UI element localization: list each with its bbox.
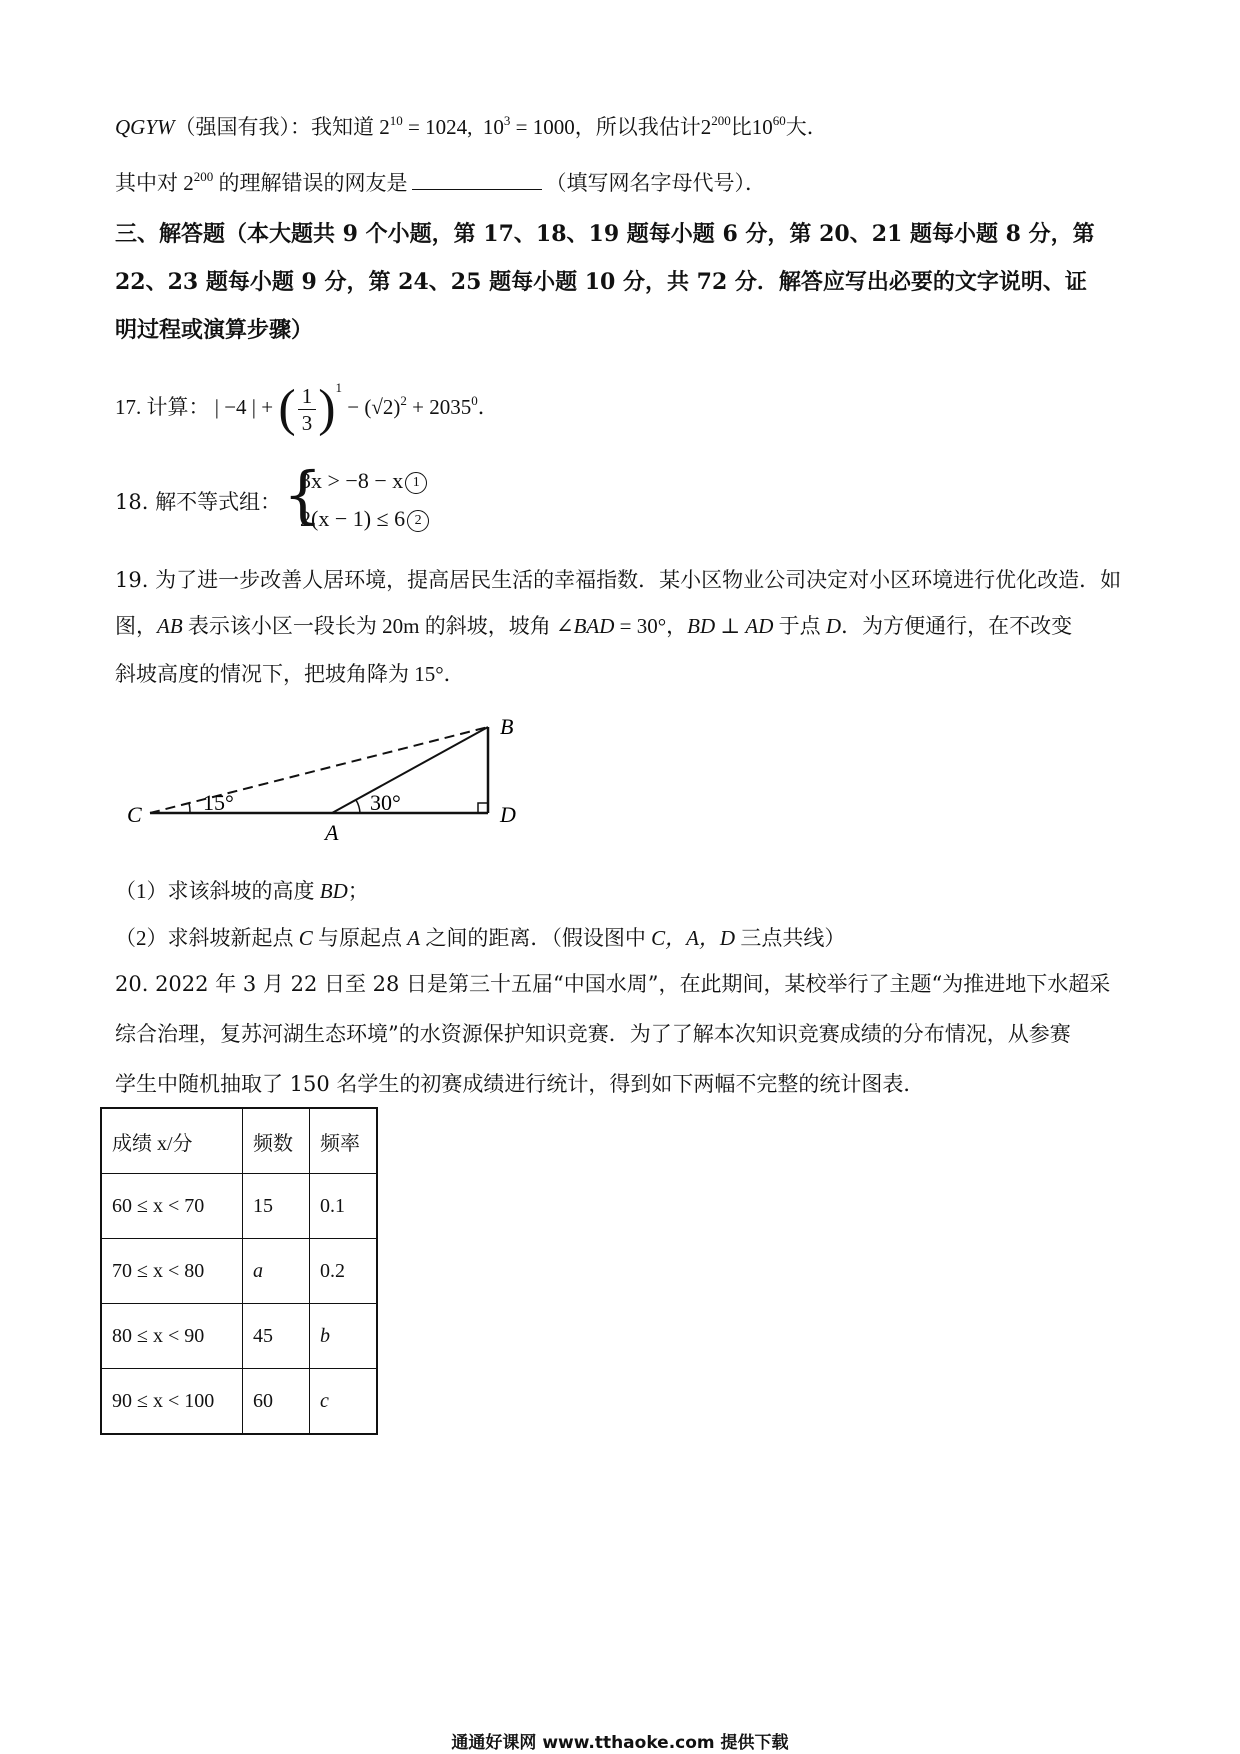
inequality-1 xyxy=(300,468,427,494)
math-exp: 60 xyxy=(772,113,786,128)
text: = 30°， xyxy=(614,614,688,638)
line-AB xyxy=(332,727,488,813)
table-cell: 0.2 xyxy=(310,1239,378,1304)
table-header: 频率 xyxy=(310,1108,378,1174)
q19-line1: 19. 为了进一步改善人居环境，提高居民生活的幸福指数．某小区物业公司决定对小区环境进行优化改造．如 xyxy=(115,568,1122,592)
q20-line2: 综合治理，复苏河湖生态环境”的水资源保护知识竞赛．为了了解本次知识竞赛成绩的分布情况，从参赛 xyxy=(115,1022,1071,1046)
segment: AB xyxy=(157,614,183,638)
table-cell: 0.1 xyxy=(310,1174,378,1239)
q20-line3: 学生中随机抽取了 150 名学生的初赛成绩进行统计，得到如下两幅不完整的统计图表． xyxy=(115,1072,925,1096)
text: ．为方便通行，在不改变 xyxy=(841,614,1073,638)
math-exp: 1 xyxy=(335,380,343,395)
label-D: D xyxy=(500,802,516,827)
math-rhs: = 1024, xyxy=(402,115,473,139)
math-exp: 3 xyxy=(503,113,511,128)
point: A xyxy=(407,926,421,950)
paren-close: ) xyxy=(318,380,336,438)
q19-line3: 斜坡高度的情况下，把坡角降为 15°． xyxy=(115,662,465,686)
segment: BD xyxy=(319,879,348,903)
page-footer: 通通好课网 www.tthaoke.com 提供下载 xyxy=(451,1733,789,1753)
table-cell: 90 ≤ x < 100 xyxy=(101,1369,243,1435)
table-cell: 80 ≤ x < 90 xyxy=(101,1304,243,1369)
table-cell: c xyxy=(310,1369,378,1435)
math-abs: | −4 | + xyxy=(214,395,274,419)
math-exp: 2 xyxy=(400,393,407,408)
text: 三点共线） xyxy=(735,926,846,950)
table-header: 频数 xyxy=(243,1108,310,1174)
table-cell: 15 xyxy=(243,1174,310,1239)
text: ； xyxy=(347,879,369,903)
text: 图， xyxy=(115,614,157,638)
text: 与原起点 xyxy=(312,926,408,950)
system-brace: { xyxy=(283,458,323,531)
table-cell: 60 xyxy=(243,1369,310,1435)
text: （2）求斜坡新起点 xyxy=(115,926,299,950)
inequality-text: 3x > −8 − x xyxy=(300,468,404,493)
text: ． xyxy=(477,395,499,419)
q17 xyxy=(115,377,1135,437)
table-row xyxy=(101,1174,377,1239)
table-cell: b xyxy=(310,1304,378,1369)
math-base: 10 xyxy=(751,115,773,139)
q20-line1: 20. 2022 年 3 月 22 日至 28 日是第三十五届“中国水周”，在此期间，某校举行了主题“为推进地下水超采 xyxy=(115,972,1111,996)
q18-label: 18. 解不等式组： xyxy=(115,490,282,514)
circled-number: 2 xyxy=(407,510,429,532)
angle-arc-A xyxy=(356,800,360,813)
netname: QGYW xyxy=(115,115,175,139)
text: （1）求该斜坡的高度 xyxy=(115,879,320,903)
math-term: + 2035 xyxy=(406,395,472,419)
math-base: 2 xyxy=(700,115,712,139)
section3-heading-line3: 明过程或演算步骤） xyxy=(115,317,314,343)
math-base: 2 xyxy=(183,171,194,195)
frequency-table xyxy=(100,1107,378,1435)
q19-line2 xyxy=(115,611,1135,641)
fraction-num: 1 xyxy=(298,383,317,410)
text: 大． xyxy=(785,115,828,139)
math-rhs: = 1000 xyxy=(510,115,575,139)
math-exp: 10 xyxy=(389,113,403,128)
math-base: 10 xyxy=(482,115,504,139)
angle-label-C: 15° xyxy=(203,790,234,815)
math-base: 2 xyxy=(379,115,390,139)
slope-diagram xyxy=(115,712,535,847)
text: 比 xyxy=(730,115,752,139)
text: ，所以我估计 xyxy=(574,115,701,139)
text: （填写网名字母代号）． xyxy=(545,171,766,195)
inequality-2 xyxy=(300,506,429,532)
text: 之间的距离．（假设图中 xyxy=(420,926,652,950)
fraction xyxy=(298,383,317,436)
text: 表示该小区一段长为 20m 的斜坡，坡角 ∠ xyxy=(182,614,574,638)
angle-label-A: 30° xyxy=(370,790,401,815)
fraction-den: 3 xyxy=(301,410,313,435)
label-B: B xyxy=(500,714,514,739)
math-sqrt: − (√2) xyxy=(347,395,401,419)
text: ⊥ xyxy=(715,614,746,638)
text: 的理解错误的网友是 xyxy=(218,171,408,195)
math-exp: 200 xyxy=(193,169,214,184)
table-cell: 45 xyxy=(243,1304,310,1369)
label-A: A xyxy=(325,820,339,845)
question-label: 17. 计算： xyxy=(115,395,210,419)
table-row xyxy=(101,1369,377,1435)
table-cell: a xyxy=(243,1239,310,1304)
q19-sub1 xyxy=(115,876,1135,906)
q19-sub2 xyxy=(115,923,1135,953)
section3-heading-line2: 22、23 题每小题 9 分，第 24、25 题每小题 10 分，共 72 分．解答应写出必要的文字说明、证 xyxy=(115,269,1087,295)
segment: BD xyxy=(687,614,716,638)
right-angle-mark xyxy=(478,803,488,813)
math-exp: 200 xyxy=(711,113,731,128)
q16-statement xyxy=(115,112,1135,142)
table-header-row xyxy=(101,1108,377,1174)
segment: AD xyxy=(745,614,774,638)
point: D xyxy=(825,614,842,638)
circled-number: 1 xyxy=(405,472,427,494)
point: C xyxy=(298,926,313,950)
angle: BAD xyxy=(573,614,615,638)
section3-heading-line1: 三、解答题（本大题共 9 个小题，第 17、18、19 题每小题 6 分，第 20、21 题每小题 8 分，第 xyxy=(115,221,1095,247)
text: 其中对 xyxy=(115,171,178,195)
angle-arc-C xyxy=(189,803,190,813)
table-row xyxy=(101,1239,377,1304)
q16-question xyxy=(115,168,1135,198)
paren-open: ( xyxy=(278,380,296,438)
answer-blank[interactable] xyxy=(412,171,542,190)
table-cell: 70 ≤ x < 80 xyxy=(101,1239,243,1304)
table-row xyxy=(101,1304,377,1369)
label-C: C xyxy=(127,802,142,827)
table-cell: 60 ≤ x < 70 xyxy=(101,1174,243,1239)
line-CB-dashed xyxy=(150,727,488,813)
table-header: 成绩 x/分 xyxy=(101,1108,243,1174)
points: C，A，D xyxy=(651,926,736,950)
text: 于点 xyxy=(773,614,826,638)
math-exp: 0 xyxy=(471,393,478,408)
netname-note: （强国有我）：我知道 xyxy=(174,115,375,139)
inequality-text: 2(x − 1) ≤ 6 xyxy=(300,506,406,531)
